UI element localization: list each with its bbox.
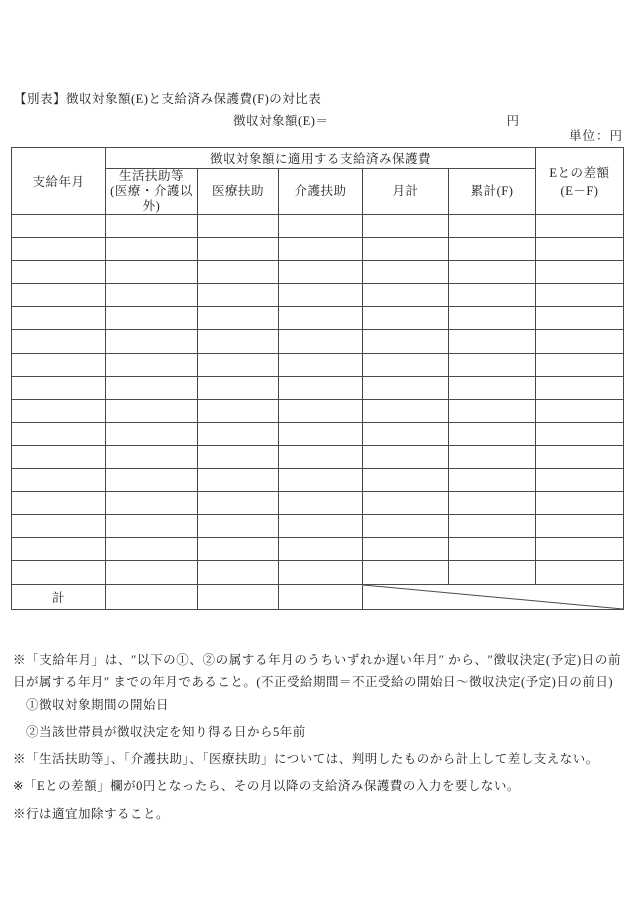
cell-difference [536, 376, 624, 399]
cell-payment-month [12, 238, 106, 261]
cell-payment-month [12, 215, 106, 238]
cell-nursing [279, 469, 363, 492]
cell-nursing [279, 399, 363, 422]
cell-livelihood [106, 307, 198, 330]
target-amount-label: 徴収対象額(E)＝ [233, 114, 329, 128]
col-header-applied-group: 徴収対象額に適用する支給済み保護費 [106, 148, 536, 169]
unit-note: 単位：円 [568, 129, 623, 143]
total-cell-nursing [279, 584, 363, 609]
cell-livelihood [106, 330, 198, 353]
table-row [12, 469, 624, 492]
cell-monthly-total [363, 492, 449, 515]
cell-difference [536, 515, 624, 538]
cell-nursing [279, 238, 363, 261]
cell-livelihood [106, 353, 198, 376]
cell-monthly-total [363, 307, 449, 330]
cell-medical [198, 515, 279, 538]
cell-cumulative-total [449, 515, 536, 538]
cell-payment-month [12, 261, 106, 284]
cell-cumulative-total [449, 422, 536, 445]
cell-monthly-total [363, 422, 449, 445]
cell-difference [536, 353, 624, 376]
cell-payment-month [12, 422, 106, 445]
target-amount-unit: 円 [506, 114, 520, 128]
table-row [12, 538, 624, 561]
cell-difference [536, 261, 624, 284]
cell-livelihood [106, 469, 198, 492]
document-title: 【別表】徴収対象額(E)と支給済み保護費(F)の対比表 [14, 92, 322, 106]
cell-monthly-total [363, 515, 449, 538]
cell-difference [536, 307, 624, 330]
cell-monthly-total [363, 284, 449, 307]
cell-difference [536, 238, 624, 261]
cell-medical [198, 561, 279, 584]
note-zero-difference: ※「Eとの差額」欄が0円となったら、その月以降の支給済み保護費の入力を要しない。 [13, 779, 520, 793]
cell-payment-month [12, 538, 106, 561]
cell-payment-month [12, 492, 106, 515]
cell-monthly-total [363, 215, 449, 238]
cell-medical [198, 422, 279, 445]
cell-livelihood [106, 422, 198, 445]
cell-nursing [279, 445, 363, 468]
comparison-table [11, 147, 624, 610]
cell-difference [536, 284, 624, 307]
cell-cumulative-total [449, 307, 536, 330]
cell-nursing [279, 492, 363, 515]
cell-livelihood [106, 515, 198, 538]
note-row-adjustment: ※行は適宜加除すること。 [13, 807, 170, 821]
cell-monthly-total [363, 399, 449, 422]
cell-medical [198, 284, 279, 307]
cell-difference [536, 422, 624, 445]
cell-livelihood [106, 538, 198, 561]
col-header-livelihood [106, 169, 198, 215]
cell-cumulative-total [449, 445, 536, 468]
cell-cumulative-total [449, 284, 536, 307]
cell-nursing [279, 284, 363, 307]
note-payment-month-definition: ※「支給年月」は、″以下の①、②の属する年月のうちいずれか遅い年月″ から、″徴収決定(予定)日の前日が属する年月″ までの年月であること。(不正受給期間＝不正受給の開始日～徴収決定(予定)日の前日) [13, 653, 621, 689]
cell-nursing [279, 515, 363, 538]
table-row [12, 561, 624, 584]
col-header-cumulative-total: 累計(F) [449, 169, 536, 215]
cell-livelihood [106, 261, 198, 284]
table-row [12, 330, 624, 353]
target-amount-line [233, 111, 519, 129]
diagonal-line [363, 585, 623, 609]
cell-cumulative-total [449, 238, 536, 261]
cell-payment-month [12, 284, 106, 307]
table-row [12, 284, 624, 307]
cell-medical [198, 469, 279, 492]
table-row [12, 376, 624, 399]
cell-medical [198, 492, 279, 515]
cell-medical [198, 307, 279, 330]
col-header-livelihood-line1: 生活扶助等 [118, 169, 184, 183]
note-item-1: ①徴収対象期間の開始日 [26, 698, 170, 712]
note-item-2: ②当該世帯員が徴収決定を知り得る日から5年前 [26, 725, 306, 739]
cell-difference [536, 469, 624, 492]
cell-medical [198, 376, 279, 399]
cell-difference [536, 330, 624, 353]
cell-medical [198, 399, 279, 422]
cell-difference [536, 561, 624, 584]
table-row [12, 492, 624, 515]
cell-medical [198, 353, 279, 376]
cell-nursing [279, 330, 363, 353]
cell-monthly-total [363, 445, 449, 468]
cell-livelihood [106, 492, 198, 515]
table-row [12, 261, 624, 284]
cell-medical [198, 445, 279, 468]
cell-nursing [279, 353, 363, 376]
col-header-difference [536, 148, 624, 215]
table-row [12, 215, 624, 238]
cell-nursing [279, 422, 363, 445]
cell-nursing [279, 307, 363, 330]
cell-monthly-total [363, 561, 449, 584]
cell-monthly-total [363, 538, 449, 561]
cell-difference [536, 492, 624, 515]
cell-monthly-total [363, 330, 449, 353]
cell-payment-month [12, 445, 106, 468]
cell-payment-month [12, 515, 106, 538]
table-row [12, 515, 624, 538]
cell-payment-month [12, 353, 106, 376]
total-row [12, 584, 624, 609]
table-row [12, 238, 624, 261]
cell-difference [536, 215, 624, 238]
table-row [12, 445, 624, 468]
cell-monthly-total [363, 261, 449, 284]
cell-payment-month [12, 307, 106, 330]
table-body [12, 215, 624, 585]
col-header-difference-line1: Eとの差額 [549, 166, 610, 180]
cell-medical [198, 538, 279, 561]
cell-cumulative-total [449, 353, 536, 376]
col-header-payment-month: 支給年月 [12, 148, 106, 215]
table-row [12, 307, 624, 330]
cell-payment-month [12, 469, 106, 492]
cell-monthly-total [363, 353, 449, 376]
col-header-difference-line2: (E－F) [560, 184, 599, 198]
cell-livelihood [106, 215, 198, 238]
cell-monthly-total [363, 238, 449, 261]
cell-nursing [279, 538, 363, 561]
cell-nursing [279, 376, 363, 399]
col-header-livelihood-line2: (医療・介護以外) [110, 184, 193, 213]
cell-cumulative-total [449, 561, 536, 584]
cell-livelihood [106, 284, 198, 307]
cell-difference [536, 445, 624, 468]
table-row [12, 422, 624, 445]
col-header-medical: 医療扶助 [198, 169, 279, 215]
cell-difference [536, 399, 624, 422]
cell-nursing [279, 261, 363, 284]
total-diagonal-cell [363, 584, 624, 609]
cell-cumulative-total [449, 538, 536, 561]
cell-cumulative-total [449, 215, 536, 238]
cell-cumulative-total [449, 492, 536, 515]
table-row [12, 353, 624, 376]
cell-payment-month [12, 399, 106, 422]
cell-payment-month [12, 561, 106, 584]
total-cell-medical [198, 584, 279, 609]
cell-livelihood [106, 238, 198, 261]
cell-livelihood [106, 376, 198, 399]
total-row-label: 計 [12, 584, 106, 609]
cell-medical [198, 330, 279, 353]
cell-cumulative-total [449, 469, 536, 492]
cell-monthly-total [363, 376, 449, 399]
cell-livelihood [106, 561, 198, 584]
cell-livelihood [106, 399, 198, 422]
total-cell-livelihood [106, 584, 198, 609]
cell-nursing [279, 215, 363, 238]
cell-difference [536, 538, 624, 561]
col-header-monthly-total: 月計 [363, 169, 449, 215]
cell-payment-month [12, 376, 106, 399]
cell-nursing [279, 561, 363, 584]
cell-payment-month [12, 330, 106, 353]
cell-medical [198, 215, 279, 238]
table-row [12, 399, 624, 422]
cell-medical [198, 238, 279, 261]
cell-medical [198, 261, 279, 284]
note-assistance-recording: ※「生活扶助等」、「介護扶助」、「医療扶助」については、判明したものから計上して差し支えない。 [13, 752, 599, 766]
cell-cumulative-total [449, 399, 536, 422]
col-header-nursing: 介護扶助 [279, 169, 363, 215]
cell-cumulative-total [449, 376, 536, 399]
cell-livelihood [106, 445, 198, 468]
cell-cumulative-total [449, 261, 536, 284]
cell-cumulative-total [449, 330, 536, 353]
cell-monthly-total [363, 469, 449, 492]
